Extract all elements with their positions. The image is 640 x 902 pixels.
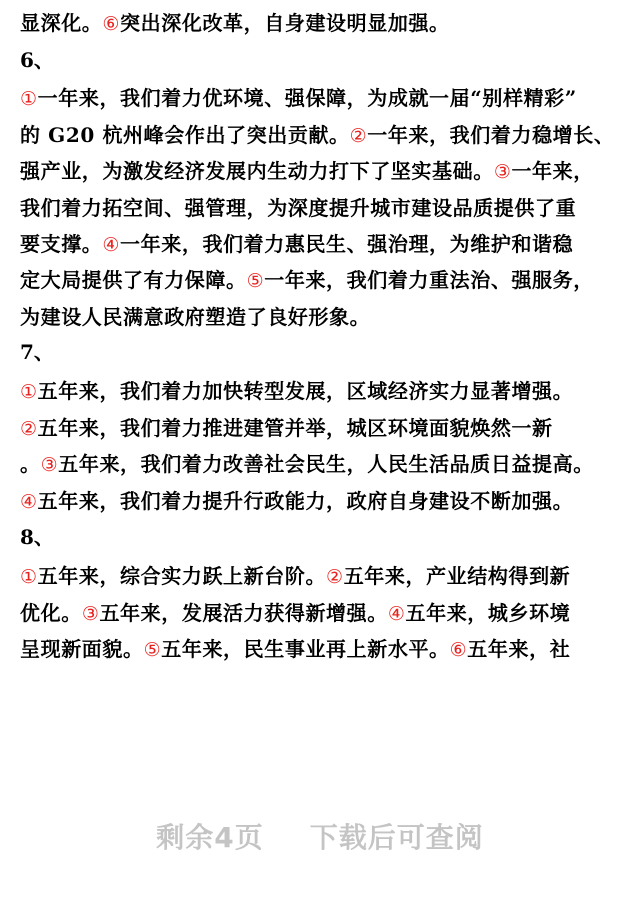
text-line: 要支撑。④一年来，我们着力惠民生、强治理，为维护和谐稳 (20, 231, 574, 256)
section-heading-6: 6、 (20, 47, 54, 72)
circled-number: ② (349, 124, 368, 147)
circled-number: ② (20, 417, 38, 440)
download-to-view-label: 下载后可查阅 (309, 821, 484, 854)
text-line: 强产业，为激发经济发展内生动力打下了坚实基础。③一年来， (20, 159, 594, 184)
text-line: ①一年来，我们着力优环境、强保障，为成就一届“别样精彩” (20, 86, 577, 111)
document-body (20, 6, 626, 669)
circled-number: ④ (387, 602, 406, 625)
text-line: 。③五年来，我们着力改善社会民生，人民生活品质日益提高。 (20, 452, 594, 477)
text-line: 的 G20 杭州峰会作出了突出贡献。②一年来，我们着力稳增长、 (20, 122, 615, 147)
section-heading-8: 8、 (20, 525, 54, 550)
circled-number: ⑤ (143, 639, 162, 662)
circled-number: ⑥ (449, 639, 468, 662)
text-line: ②五年来，我们着力推进建管并举，城区环境面貌焕然一新 (20, 415, 553, 440)
circled-number: ③ (40, 454, 59, 477)
section-heading-7: 7、 (20, 340, 54, 365)
circled-number: ① (20, 565, 38, 588)
text-line: 优化。③五年来，发展活力获得新增强。④五年来，城乡环境 (20, 600, 571, 625)
text-line: 显深化。⑥突出深化改革，自身建设明显加强。 (20, 11, 450, 35)
circled-number: ④ (20, 490, 38, 513)
circled-number: ③ (493, 161, 512, 184)
circled-number: ② (326, 565, 344, 588)
circled-number: ① (20, 380, 38, 403)
text-line: 为建设人民满意政府塑造了良好形象。 (20, 304, 371, 329)
circled-number: ④ (102, 233, 121, 256)
circled-number: ① (20, 88, 38, 111)
circled-number: ③ (81, 602, 100, 625)
text-line: ①五年来，综合实力跃上新台阶。②五年来，产业结构得到新 (20, 563, 571, 588)
text-line: ①五年来，我们着力加快转型发展，区域经济实力显著增强。 (20, 378, 574, 403)
text-line: ④五年来，我们着力提升行政能力，政府自身建设不断加强。 (20, 488, 574, 513)
text-line: 定大局提供了有力保障。⑤一年来，我们着力重法治、强服务， (20, 268, 594, 293)
circled-number: ⑤ (246, 270, 265, 293)
text-line: 我们着力拓空间、强管理，为深度提升城市建设品质提供了重 (20, 195, 577, 220)
remaining-pages-label: 剩余4页 (156, 821, 264, 854)
text-line: 呈现新面貌。⑤五年来，民生事业再上新水平。⑥五年来，社 (20, 637, 571, 662)
download-prompt[interactable] (0, 816, 640, 856)
circled-number: ⑥ (102, 13, 121, 35)
